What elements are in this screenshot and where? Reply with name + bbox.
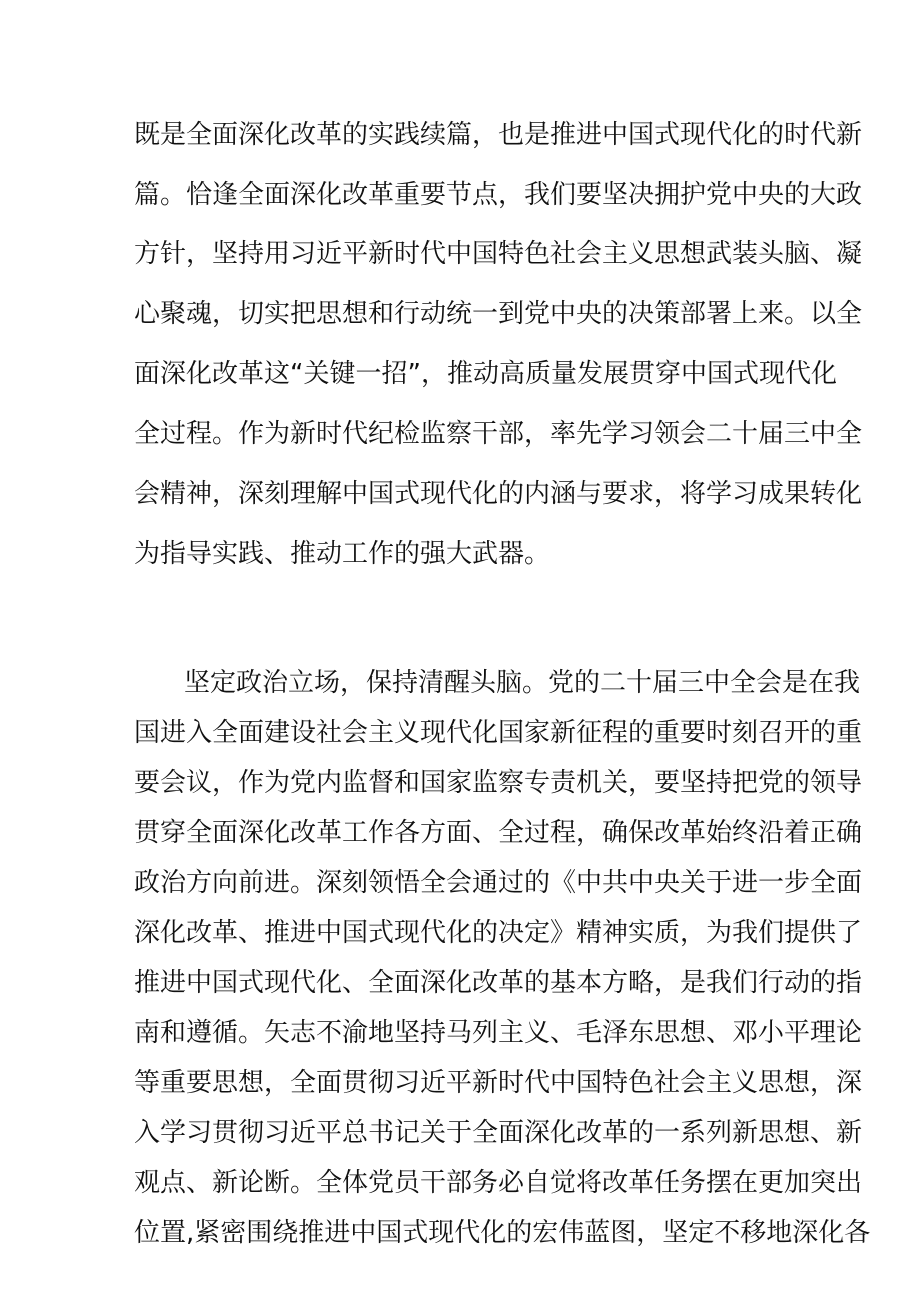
paragraph-line: 心聚魂，切实把思想和行动统一到党中央的决策部署上来。以全 <box>134 299 863 329</box>
paragraph-line: 面深化改革这“关键一招”，推动高质量发展贯穿中国式现代化 <box>134 359 837 389</box>
paragraph-line: 篇。恰逢全面深化改革重要节点，我们要坚决拥护党中央的大政 <box>134 180 863 210</box>
paragraph-line: 要会议，作为党内监督和国家监察专责机关，要坚持把党的领导 <box>134 768 863 798</box>
paragraph-line: 推进中国式现代化、全面深化改革的基本方略，是我们行动的指 <box>134 968 863 998</box>
paragraph-line: 入学习贯彻习近平总书记关于全面深化改革的一系列新思想、新 <box>134 1118 863 1148</box>
paragraph-line: 方针，坚持用习近平新时代中国特色社会主义思想武装头脑、凝 <box>134 239 863 269</box>
paragraph-line: 会精神，深刻理解中国式现代化的内涵与要求，将学习成果转化 <box>134 479 863 509</box>
paragraph-line: 贯穿全面深化改革工作各方面、全过程，确保改革始终沿着正确 <box>134 818 863 848</box>
paragraph-line: 全过程。作为新时代纪检监察干部，率先学习领会二十届三中全 <box>134 419 863 449</box>
paragraph-line: 位置,紧密围绕推进中国式现代化的宏伟蓝图，坚定不移地深化各 <box>134 1218 871 1248</box>
paragraph-line: 既是全面深化改革的实践续篇，也是推进中国式现代化的时代新 <box>134 120 863 150</box>
paragraph-line: 南和遵循。矢志不渝地坚持马列主义、毛泽东思想、邓小平理论 <box>134 1018 863 1048</box>
paragraph-first-line: 坚定政治立场，保持清醒头脑。党的二十届三中全会是在我 <box>184 668 861 698</box>
paragraph-line: 为指导实践、推动工作的强大武器。 <box>134 539 551 569</box>
paragraph-line: 等重要思想，全面贯彻习近平新时代中国特色社会主义思想，深 <box>134 1068 863 1098</box>
paragraph-line: 观点、新论断。全体党员干部务必自觉将改革任务摆在更加突出 <box>134 1168 863 1198</box>
paragraph-line: 深化改革、推进中国式现代化的决定》精神实质，为我们提供了 <box>134 918 863 948</box>
paragraph-line: 国进入全面建设社会主义现代化国家新征程的重要时刻召开的重 <box>134 718 863 748</box>
paragraph-line: 政治方向前进。深刻领悟全会通过的《中共中央关于进一步全面 <box>134 868 863 898</box>
